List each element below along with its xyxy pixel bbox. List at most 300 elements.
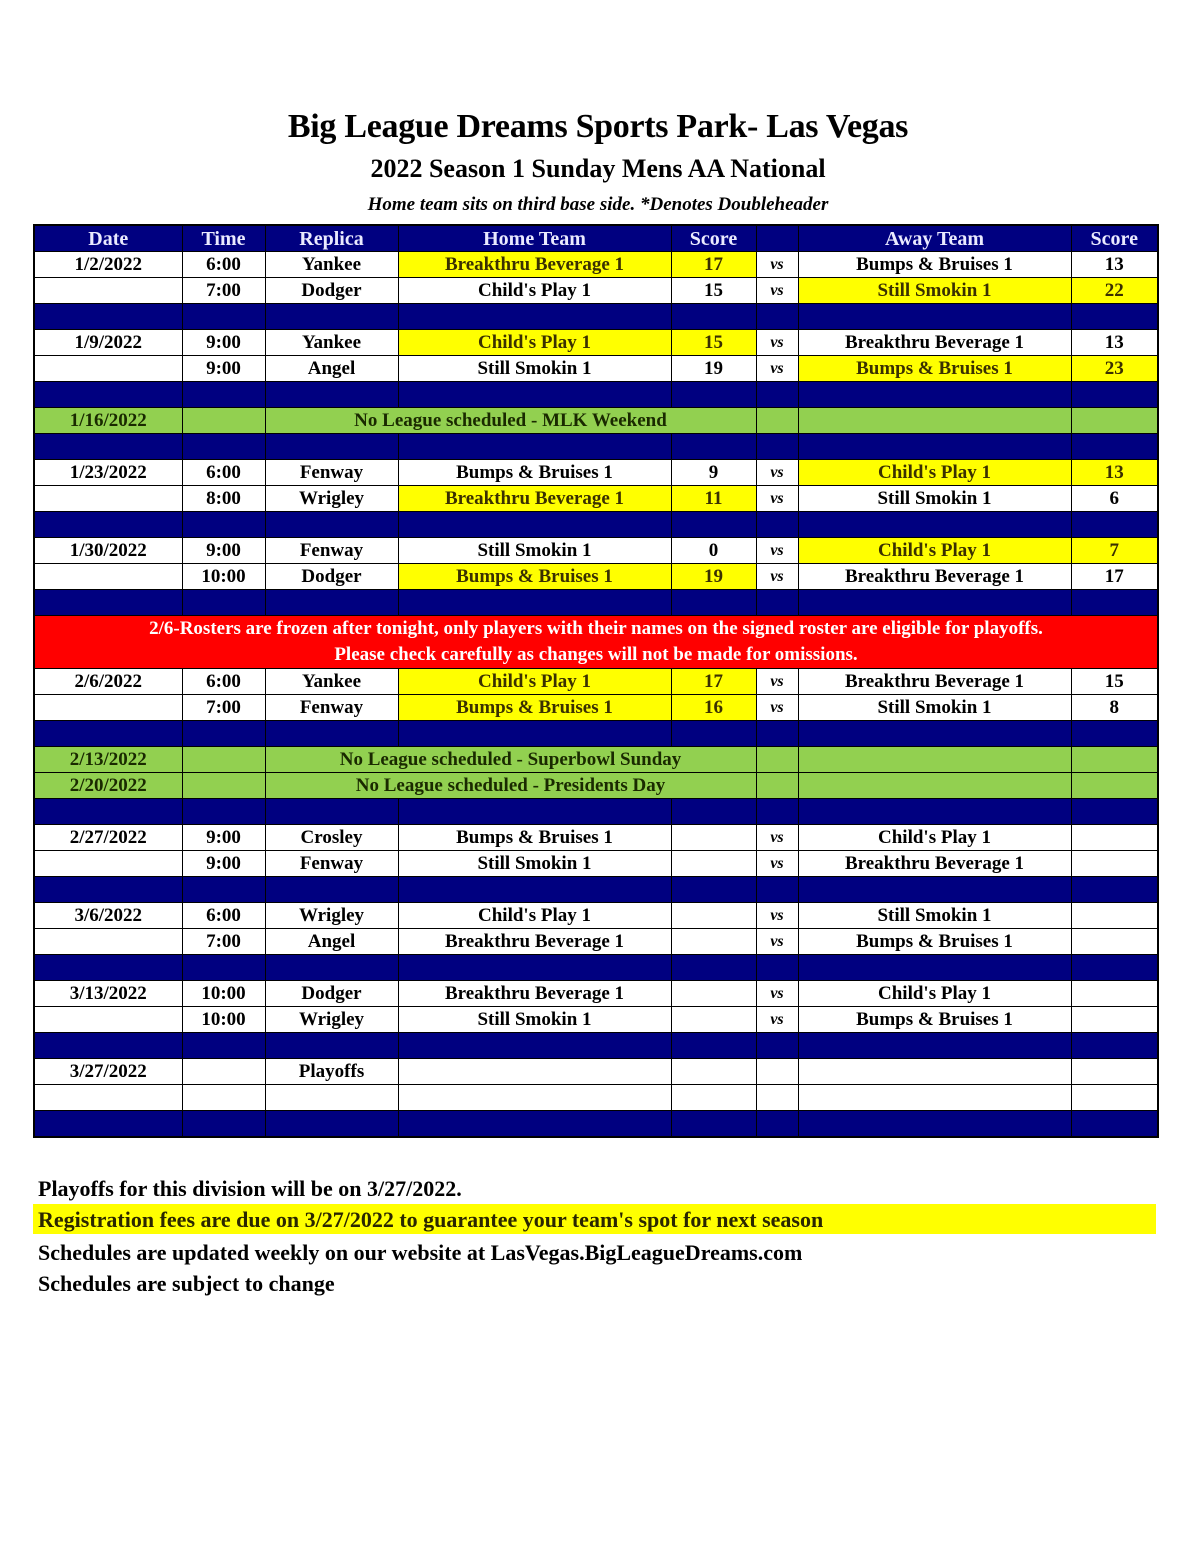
time-cell: 10:00 xyxy=(182,981,265,1007)
separator-cell xyxy=(265,1111,398,1138)
vs-label: vs xyxy=(756,330,798,356)
vs-label: vs xyxy=(756,564,798,590)
vs-label: vs xyxy=(756,825,798,851)
replica-cell: Fenway xyxy=(265,851,398,877)
home-team-cell: Breakthru Beverage 1 xyxy=(398,486,671,512)
separator-cell xyxy=(756,721,798,747)
date-cell xyxy=(34,564,182,590)
vs-cell xyxy=(756,408,798,434)
vs-label: vs xyxy=(756,669,798,695)
separator-cell xyxy=(182,877,265,903)
away-score-cell xyxy=(1071,825,1158,851)
game-row xyxy=(34,981,1158,1007)
separator-cell xyxy=(671,955,756,981)
away-score-cell: 23 xyxy=(1071,356,1158,382)
table-header-row xyxy=(34,225,1158,252)
playoffs-note: Playoffs for this division will be on 3/27/2022. xyxy=(38,1176,462,1201)
home-team-cell: Bumps & Bruises 1 xyxy=(398,825,671,851)
away-team-cell: Bumps & Bruises 1 xyxy=(798,356,1071,382)
away-team-cell: Breakthru Beverage 1 xyxy=(798,851,1071,877)
separator-cell xyxy=(1071,799,1158,825)
home-score-cell: 19 xyxy=(671,564,756,590)
no-league-row xyxy=(34,408,1158,434)
home-score-cell: 15 xyxy=(671,278,756,304)
separator-cell xyxy=(798,1033,1071,1059)
time-cell: 6:00 xyxy=(182,252,265,278)
separator-row xyxy=(34,434,1158,460)
away-team-cell xyxy=(798,408,1071,434)
separator-cell xyxy=(1071,382,1158,408)
separator-cell xyxy=(756,799,798,825)
time-cell: 9:00 xyxy=(182,330,265,356)
home-score-cell: 16 xyxy=(671,695,756,721)
separator-cell xyxy=(182,382,265,408)
away-score-cell: 15 xyxy=(1071,669,1158,695)
vs-label: vs xyxy=(756,903,798,929)
game-row xyxy=(34,1007,1158,1033)
date-cell xyxy=(34,486,182,512)
no-league-message: No League scheduled - Superbowl Sunday xyxy=(265,747,756,773)
time-cell: 8:00 xyxy=(182,486,265,512)
away-team-cell xyxy=(798,773,1071,799)
separator-cell xyxy=(798,877,1071,903)
home-score-cell xyxy=(671,1059,756,1085)
separator-cell xyxy=(398,955,671,981)
separator-cell xyxy=(398,512,671,538)
separator-cell xyxy=(34,1111,182,1138)
home-score-cell xyxy=(671,1085,756,1111)
time-cell: 9:00 xyxy=(182,825,265,851)
away-team-cell: Bumps & Bruises 1 xyxy=(798,252,1071,278)
separator-cell xyxy=(265,304,398,330)
separator-cell xyxy=(671,434,756,460)
separator-cell xyxy=(1071,512,1158,538)
home-score-cell: 17 xyxy=(671,669,756,695)
page-subtitle: 2022 Season 1 Sunday Mens AA National xyxy=(370,154,826,183)
home-team-cell: Child's Play 1 xyxy=(398,330,671,356)
separator-cell xyxy=(671,877,756,903)
separator-cell xyxy=(182,721,265,747)
column-header-home-team: Home Team xyxy=(398,225,671,252)
away-score-cell: 7 xyxy=(1071,538,1158,564)
website-note: Schedules are updated weekly on our website at LasVegas.BigLeagueDreams.com xyxy=(38,1240,803,1265)
time-cell: 6:00 xyxy=(182,903,265,929)
time-cell xyxy=(182,1059,265,1085)
separator-cell xyxy=(265,434,398,460)
date-cell: 2/27/2022 xyxy=(34,825,182,851)
separator-cell xyxy=(265,721,398,747)
separator-cell xyxy=(398,721,671,747)
separator-cell xyxy=(798,1111,1071,1138)
away-team-cell: Child's Play 1 xyxy=(798,538,1071,564)
away-score-cell: 13 xyxy=(1071,460,1158,486)
separator-row xyxy=(34,955,1158,981)
away-score-cell: 17 xyxy=(1071,564,1158,590)
separator-row xyxy=(34,1033,1158,1059)
separator-cell xyxy=(265,590,398,616)
vs-label: vs xyxy=(756,356,798,382)
separator-cell xyxy=(182,955,265,981)
vs-label: vs xyxy=(756,278,798,304)
away-team-cell: Still Smokin 1 xyxy=(798,486,1071,512)
game-row xyxy=(34,903,1158,929)
home-team-cell: Child's Play 1 xyxy=(398,669,671,695)
date-cell: 1/23/2022 xyxy=(34,460,182,486)
game-row xyxy=(34,356,1158,382)
separator-row xyxy=(34,304,1158,330)
no-league-message: No League scheduled - Presidents Day xyxy=(265,773,756,799)
separator-cell xyxy=(182,590,265,616)
home-score-cell: 0 xyxy=(671,538,756,564)
separator-cell xyxy=(1071,877,1158,903)
away-team-cell xyxy=(798,1059,1071,1085)
away-score-cell xyxy=(1071,1059,1158,1085)
away-team-cell: Bumps & Bruises 1 xyxy=(798,1007,1071,1033)
separator-cell xyxy=(398,382,671,408)
roster-notice-line: 2/6-Rosters are frozen after tonight, only players with their names on the signed roster are eligible for playoffs. xyxy=(149,618,1043,639)
vs-label: vs xyxy=(756,981,798,1007)
home-team-cell: Child's Play 1 xyxy=(398,278,671,304)
home-score-cell: 17 xyxy=(671,252,756,278)
home-team-cell: Still Smokin 1 xyxy=(398,538,671,564)
separator-cell xyxy=(756,382,798,408)
separator-cell xyxy=(671,721,756,747)
separator-cell xyxy=(671,590,756,616)
home-score-cell xyxy=(671,903,756,929)
game-row xyxy=(34,486,1158,512)
home-score-cell xyxy=(671,981,756,1007)
date-cell: 2/20/2022 xyxy=(34,773,182,799)
vs-label: vs xyxy=(756,538,798,564)
schedule-table xyxy=(33,224,1159,1138)
separator-cell xyxy=(798,590,1071,616)
time-cell: 9:00 xyxy=(182,538,265,564)
separator-cell xyxy=(34,382,182,408)
time-cell: 6:00 xyxy=(182,669,265,695)
date-cell xyxy=(34,851,182,877)
date-cell: 3/27/2022 xyxy=(34,1059,182,1085)
date-cell: 2/6/2022 xyxy=(34,669,182,695)
date-cell: 3/13/2022 xyxy=(34,981,182,1007)
separator-cell xyxy=(1071,1033,1158,1059)
home-team-cell: Bumps & Bruises 1 xyxy=(398,695,671,721)
separator-row xyxy=(34,590,1158,616)
vs-cell xyxy=(756,1059,798,1085)
time-cell: 9:00 xyxy=(182,356,265,382)
column-header-replica: Replica xyxy=(265,225,398,252)
home-score-cell xyxy=(671,1007,756,1033)
separator-cell xyxy=(398,1033,671,1059)
column-header-time: Time xyxy=(182,225,265,252)
game-row xyxy=(34,669,1158,695)
roster-notice-row xyxy=(34,616,1158,669)
replica-cell: Dodger xyxy=(265,981,398,1007)
separator-row xyxy=(34,512,1158,538)
schedule-body xyxy=(34,252,1158,1138)
date-cell xyxy=(34,278,182,304)
separator-cell xyxy=(398,434,671,460)
home-team-cell: Bumps & Bruises 1 xyxy=(398,460,671,486)
separator-cell xyxy=(756,955,798,981)
separator-cell xyxy=(1071,590,1158,616)
separator-cell xyxy=(265,877,398,903)
away-team-cell: Breakthru Beverage 1 xyxy=(798,564,1071,590)
away-score-cell: 8 xyxy=(1071,695,1158,721)
replica-cell: Fenway xyxy=(265,538,398,564)
home-team-cell: Child's Play 1 xyxy=(398,903,671,929)
separator-cell xyxy=(671,1111,756,1138)
separator-cell xyxy=(1071,955,1158,981)
game-row xyxy=(34,538,1158,564)
separator-row xyxy=(34,1111,1158,1138)
time-cell xyxy=(182,408,265,434)
column-header-date: Date xyxy=(34,225,182,252)
separator-row xyxy=(34,877,1158,903)
replica-cell: Crosley xyxy=(265,825,398,851)
away-team-cell: Breakthru Beverage 1 xyxy=(798,669,1071,695)
home-score-cell: 9 xyxy=(671,460,756,486)
separator-cell xyxy=(756,1111,798,1138)
replica-cell: Yankee xyxy=(265,252,398,278)
away-score-cell xyxy=(1071,981,1158,1007)
separator-row xyxy=(34,799,1158,825)
separator-cell xyxy=(34,877,182,903)
separator-row xyxy=(34,721,1158,747)
away-score-cell xyxy=(1071,747,1158,773)
away-score-cell: 13 xyxy=(1071,252,1158,278)
column-header-vs xyxy=(756,225,798,252)
separator-cell xyxy=(756,434,798,460)
home-team-cell xyxy=(398,1059,671,1085)
separator-cell xyxy=(756,304,798,330)
replica-cell: Fenway xyxy=(265,460,398,486)
playoff-row xyxy=(34,1085,1158,1111)
home-score-cell xyxy=(671,825,756,851)
separator-cell xyxy=(265,382,398,408)
away-team-cell: Child's Play 1 xyxy=(798,981,1071,1007)
time-cell: 6:00 xyxy=(182,460,265,486)
away-score-cell: 22 xyxy=(1071,278,1158,304)
game-row xyxy=(34,252,1158,278)
away-score-cell xyxy=(1071,1007,1158,1033)
separator-cell xyxy=(398,1111,671,1138)
time-cell: 10:00 xyxy=(182,1007,265,1033)
separator-cell xyxy=(265,512,398,538)
registration-note: Registration fees are due on 3/27/2022 to guarantee your team's spot for next season xyxy=(33,1204,1156,1234)
separator-row xyxy=(34,382,1158,408)
replica-cell: Playoffs xyxy=(265,1059,398,1085)
date-cell xyxy=(34,929,182,955)
date-cell: 1/16/2022 xyxy=(34,408,182,434)
away-score-cell xyxy=(1071,773,1158,799)
column-header-away-team: Away Team xyxy=(798,225,1071,252)
away-score-cell xyxy=(1071,1085,1158,1111)
date-cell: 1/2/2022 xyxy=(34,252,182,278)
replica-cell: Angel xyxy=(265,929,398,955)
separator-cell xyxy=(398,799,671,825)
away-team-cell xyxy=(798,747,1071,773)
separator-cell xyxy=(182,512,265,538)
separator-cell xyxy=(756,512,798,538)
time-cell xyxy=(182,773,265,799)
separator-cell xyxy=(671,304,756,330)
replica-cell: Fenway xyxy=(265,695,398,721)
away-score-cell: 6 xyxy=(1071,486,1158,512)
replica-cell: Yankee xyxy=(265,330,398,356)
separator-cell xyxy=(265,955,398,981)
time-cell xyxy=(182,747,265,773)
separator-cell xyxy=(1071,1111,1158,1138)
home-score-cell: 11 xyxy=(671,486,756,512)
vs-cell xyxy=(756,773,798,799)
vs-label: vs xyxy=(756,486,798,512)
time-cell: 10:00 xyxy=(182,564,265,590)
away-team-cell: Breakthru Beverage 1 xyxy=(798,330,1071,356)
away-team-cell: Child's Play 1 xyxy=(798,460,1071,486)
separator-cell xyxy=(182,1033,265,1059)
separator-cell xyxy=(34,955,182,981)
game-row xyxy=(34,460,1158,486)
replica-cell: Wrigley xyxy=(265,1007,398,1033)
separator-cell xyxy=(1071,304,1158,330)
away-team-cell: Still Smokin 1 xyxy=(798,695,1071,721)
date-cell: 1/30/2022 xyxy=(34,538,182,564)
time-cell: 7:00 xyxy=(182,695,265,721)
home-team-cell xyxy=(398,1085,671,1111)
time-cell: 7:00 xyxy=(182,929,265,955)
vs-label: vs xyxy=(756,695,798,721)
game-row xyxy=(34,330,1158,356)
away-team-cell: Bumps & Bruises 1 xyxy=(798,929,1071,955)
game-row xyxy=(34,695,1158,721)
time-cell xyxy=(182,1085,265,1111)
away-team-cell xyxy=(798,1085,1071,1111)
separator-cell xyxy=(34,434,182,460)
home-team-cell: Still Smokin 1 xyxy=(398,1007,671,1033)
separator-cell xyxy=(756,877,798,903)
replica-cell: Angel xyxy=(265,356,398,382)
away-score-cell xyxy=(1071,851,1158,877)
separator-cell xyxy=(34,512,182,538)
separator-cell xyxy=(798,304,1071,330)
away-team-cell: Still Smokin 1 xyxy=(798,903,1071,929)
date-cell: 2/13/2022 xyxy=(34,747,182,773)
separator-cell xyxy=(182,434,265,460)
roster-notice-line: Please check carefully as changes will not be made for omissions. xyxy=(334,644,858,665)
date-cell xyxy=(34,1085,182,1111)
separator-cell xyxy=(182,799,265,825)
separator-cell xyxy=(798,382,1071,408)
separator-cell xyxy=(34,1033,182,1059)
vs-cell xyxy=(756,1085,798,1111)
home-team-cell: Still Smokin 1 xyxy=(398,356,671,382)
game-row xyxy=(34,278,1158,304)
game-row xyxy=(34,825,1158,851)
roster-notice xyxy=(34,616,1158,669)
separator-cell xyxy=(798,721,1071,747)
separator-cell xyxy=(798,512,1071,538)
game-row xyxy=(34,851,1158,877)
no-league-row xyxy=(34,747,1158,773)
home-score-cell: 19 xyxy=(671,356,756,382)
vs-cell xyxy=(756,747,798,773)
change-note: Schedules are subject to change xyxy=(38,1271,335,1296)
replica-cell xyxy=(265,1085,398,1111)
home-score-cell xyxy=(671,851,756,877)
separator-cell xyxy=(34,304,182,330)
separator-cell xyxy=(265,1033,398,1059)
replica-cell: Dodger xyxy=(265,564,398,590)
separator-cell xyxy=(798,434,1071,460)
schedule-note: Home team sits on third base side. *Denotes Doubleheader xyxy=(367,194,829,215)
column-header-home-score: Score xyxy=(671,225,756,252)
vs-label: vs xyxy=(756,252,798,278)
separator-cell xyxy=(182,1111,265,1138)
home-team-cell: Still Smokin 1 xyxy=(398,851,671,877)
vs-label: vs xyxy=(756,1007,798,1033)
date-cell xyxy=(34,356,182,382)
date-cell xyxy=(34,695,182,721)
away-team-cell: Child's Play 1 xyxy=(798,825,1071,851)
no-league-row xyxy=(34,773,1158,799)
separator-cell xyxy=(671,382,756,408)
date-cell: 3/6/2022 xyxy=(34,903,182,929)
separator-cell xyxy=(398,304,671,330)
away-score-cell xyxy=(1071,903,1158,929)
home-score-cell xyxy=(671,929,756,955)
separator-cell xyxy=(398,877,671,903)
replica-cell: Dodger xyxy=(265,278,398,304)
away-team-cell: Still Smokin 1 xyxy=(798,278,1071,304)
vs-label: vs xyxy=(756,460,798,486)
separator-cell xyxy=(798,955,1071,981)
replica-cell: Wrigley xyxy=(265,486,398,512)
separator-cell xyxy=(265,799,398,825)
home-team-cell: Breakthru Beverage 1 xyxy=(398,252,671,278)
page-title: Big League Dreams Sports Park- Las Vegas xyxy=(287,108,909,145)
playoff-row xyxy=(34,1059,1158,1085)
separator-cell xyxy=(34,799,182,825)
time-cell: 9:00 xyxy=(182,851,265,877)
column-header-away-score: Score xyxy=(1071,225,1158,252)
date-cell xyxy=(34,1007,182,1033)
game-row xyxy=(34,564,1158,590)
vs-label: vs xyxy=(756,929,798,955)
separator-cell xyxy=(671,799,756,825)
vs-label: vs xyxy=(756,851,798,877)
away-score-cell: 13 xyxy=(1071,330,1158,356)
date-cell: 1/9/2022 xyxy=(34,330,182,356)
separator-cell xyxy=(182,304,265,330)
home-team-cell: Breakthru Beverage 1 xyxy=(398,981,671,1007)
separator-cell xyxy=(798,799,1071,825)
time-cell: 7:00 xyxy=(182,278,265,304)
separator-cell xyxy=(1071,434,1158,460)
game-row xyxy=(34,929,1158,955)
separator-cell xyxy=(671,1033,756,1059)
replica-cell: Wrigley xyxy=(265,903,398,929)
separator-cell xyxy=(398,590,671,616)
separator-cell xyxy=(34,721,182,747)
home-team-cell: Breakthru Beverage 1 xyxy=(398,929,671,955)
separator-cell xyxy=(756,1033,798,1059)
separator-cell xyxy=(756,590,798,616)
away-score-cell xyxy=(1071,408,1158,434)
separator-cell xyxy=(1071,721,1158,747)
home-score-cell: 15 xyxy=(671,330,756,356)
home-team-cell: Bumps & Bruises 1 xyxy=(398,564,671,590)
away-score-cell xyxy=(1071,929,1158,955)
